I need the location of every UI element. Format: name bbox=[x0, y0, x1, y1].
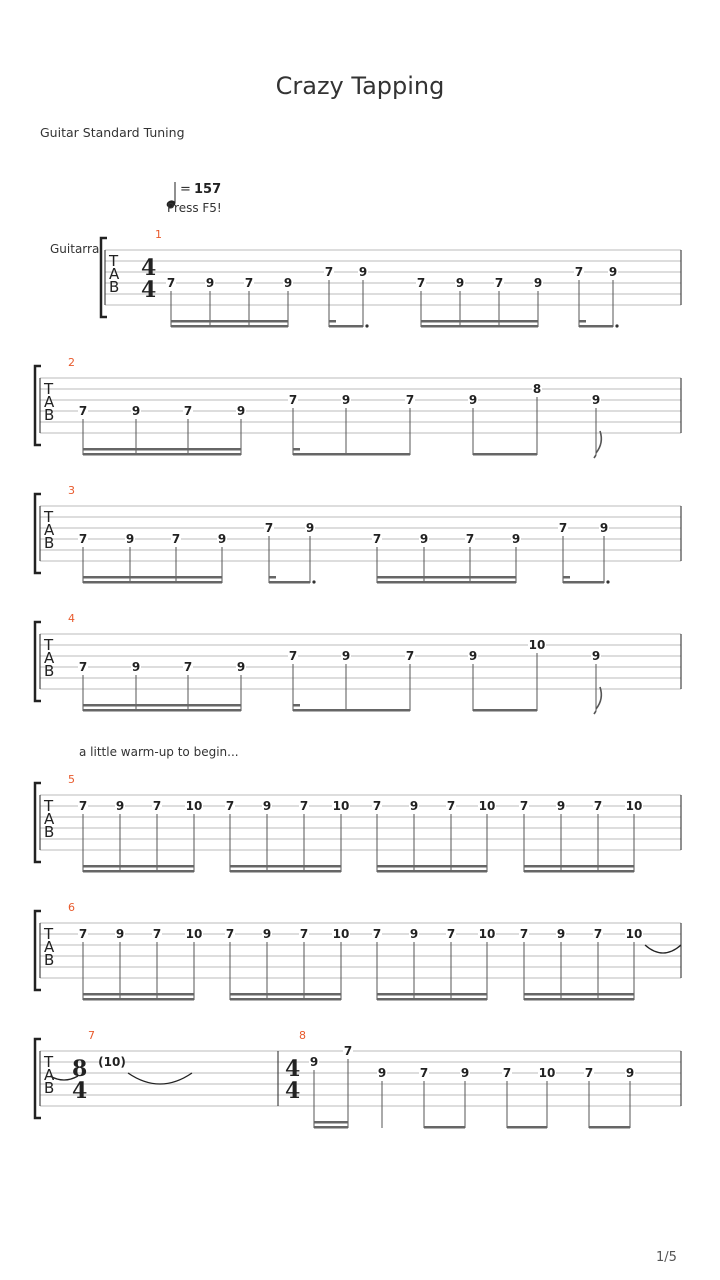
measure-number: 5 bbox=[68, 773, 75, 786]
page-number: 1/5 bbox=[656, 1250, 677, 1265]
time-signature-top: 8 bbox=[72, 1056, 88, 1082]
fret-number: 9 bbox=[305, 521, 315, 535]
fret-number: 7 bbox=[372, 927, 382, 941]
measure-number: 7 bbox=[88, 1029, 95, 1042]
fret-number: 7 bbox=[405, 649, 415, 663]
measure-number: 8 bbox=[299, 1029, 306, 1042]
measure-number: 2 bbox=[68, 356, 75, 369]
fret-number: 9 bbox=[217, 532, 227, 546]
fret-number: 7 bbox=[225, 799, 235, 813]
tab-clef-letter: T bbox=[44, 1053, 54, 1071]
fret-number: 7 bbox=[502, 1066, 512, 1080]
tab-staff bbox=[35, 773, 681, 873]
fret-number: 7 bbox=[446, 927, 456, 941]
tab-staff bbox=[101, 228, 681, 328]
note-flag bbox=[594, 687, 601, 714]
fret-number: 7 bbox=[78, 927, 88, 941]
fret-number: 9 bbox=[262, 799, 272, 813]
fret-number: 9 bbox=[468, 393, 478, 407]
fret-number: 7 bbox=[225, 927, 235, 941]
tab-clef-letter: T bbox=[109, 252, 119, 270]
fret-number: 9 bbox=[409, 799, 419, 813]
tab-staff-continuation bbox=[285, 1029, 635, 1129]
fret-number: 10 bbox=[625, 927, 643, 941]
fret-number: 9 bbox=[309, 1055, 319, 1069]
tie bbox=[645, 945, 681, 953]
fret-number: 7 bbox=[171, 532, 181, 546]
fret-number: 9 bbox=[341, 649, 351, 663]
fret-number: 9 bbox=[341, 393, 351, 407]
fret-number: 7 bbox=[584, 1066, 594, 1080]
fret-number: 7 bbox=[419, 1066, 429, 1080]
tab-staff bbox=[35, 484, 681, 584]
time-signature-bottom: 4 bbox=[141, 277, 157, 303]
fret-number: 7 bbox=[558, 521, 568, 535]
tab-clef-letter: A bbox=[44, 810, 55, 828]
fret-number: 7 bbox=[574, 265, 584, 279]
fret-number: 7 bbox=[372, 799, 382, 813]
fret-number: 10 bbox=[625, 799, 643, 813]
fret-number: 9 bbox=[608, 265, 618, 279]
fret-number: 7 bbox=[416, 276, 426, 290]
fret-number: 9 bbox=[419, 532, 429, 546]
fret-number: 7 bbox=[183, 404, 193, 418]
fret-number: 9 bbox=[556, 927, 566, 941]
tab-clef-letter: B bbox=[44, 823, 55, 841]
fret-number: 10 bbox=[538, 1066, 556, 1080]
tab-clef-letter: A bbox=[44, 393, 55, 411]
tab-clef-letter: T bbox=[44, 925, 54, 943]
fret-number: 7 bbox=[324, 265, 334, 279]
fret-number: 8 bbox=[532, 382, 542, 396]
fret-number: 9 bbox=[591, 649, 601, 663]
fret-number: 9 bbox=[556, 799, 566, 813]
tie bbox=[128, 1073, 192, 1084]
fret-number: 9 bbox=[625, 1066, 635, 1080]
fret-number: 9 bbox=[377, 1066, 387, 1080]
fret-number: 7 bbox=[78, 799, 88, 813]
measure-number: 4 bbox=[68, 612, 75, 625]
fret-number: 9 bbox=[262, 927, 272, 941]
fret-number: 10 bbox=[332, 927, 350, 941]
fret-number: 9 bbox=[358, 265, 368, 279]
fret-number: 9 bbox=[205, 276, 215, 290]
fret-number: 10 bbox=[332, 799, 350, 813]
fret-number: 9 bbox=[125, 532, 135, 546]
fret-number: 9 bbox=[283, 276, 293, 290]
measure-number: 6 bbox=[68, 901, 75, 914]
song-title: Crazy Tapping bbox=[275, 72, 445, 100]
time-signature-bottom: 4 bbox=[72, 1078, 88, 1104]
fret-number: 9 bbox=[131, 660, 141, 674]
fret-number: 7 bbox=[166, 276, 176, 290]
fret-number: 7 bbox=[78, 404, 88, 418]
fret-number: 7 bbox=[446, 799, 456, 813]
fret-number: 9 bbox=[591, 393, 601, 407]
tab-clef-letter: A bbox=[44, 938, 55, 956]
fret-number: 9 bbox=[460, 1066, 470, 1080]
fret-number: 7 bbox=[183, 660, 193, 674]
tab-clef-letter: B bbox=[44, 662, 55, 680]
tab-staff bbox=[35, 356, 681, 458]
fret-number: 7 bbox=[299, 927, 309, 941]
fret-number: 7 bbox=[288, 649, 298, 663]
fret-number: 7 bbox=[343, 1044, 353, 1058]
tab-clef-letter: B bbox=[44, 406, 55, 424]
measure-number: 3 bbox=[68, 484, 75, 497]
press-text: Press F5! bbox=[167, 201, 222, 215]
fret-number: 7 bbox=[264, 521, 274, 535]
fret-number: 9 bbox=[115, 799, 125, 813]
tab-clef-letter: A bbox=[44, 521, 55, 539]
tab-clef-letter: B bbox=[44, 951, 55, 969]
fret-number: 7 bbox=[593, 799, 603, 813]
time-signature-bottom: 4 bbox=[285, 1078, 301, 1104]
tuning-label: Guitar Standard Tuning bbox=[40, 125, 185, 140]
tempo-prefix: = bbox=[180, 182, 191, 197]
tab-clef-letter: A bbox=[109, 265, 120, 283]
fret-number: 9 bbox=[115, 927, 125, 941]
tab-clef-letter: B bbox=[109, 278, 120, 296]
fret-number: 7 bbox=[299, 799, 309, 813]
tab-clef-letter: A bbox=[44, 1066, 55, 1084]
fret-number: 7 bbox=[78, 660, 88, 674]
time-signature-top: 4 bbox=[285, 1056, 301, 1082]
fret-number: 9 bbox=[599, 521, 609, 535]
tab-clef-letter: T bbox=[44, 636, 54, 654]
tab-clef-letter: T bbox=[44, 797, 54, 815]
fret-number: 9 bbox=[131, 404, 141, 418]
fret-number: 7 bbox=[519, 799, 529, 813]
fret-number: 9 bbox=[455, 276, 465, 290]
fret-number: 9 bbox=[236, 660, 246, 674]
tempo-value: 157 bbox=[194, 182, 222, 197]
fret-number: 7 bbox=[244, 276, 254, 290]
fret-number: 7 bbox=[372, 532, 382, 546]
fret-number: 9 bbox=[409, 927, 419, 941]
fret-number: 7 bbox=[152, 927, 162, 941]
fret-number: 9 bbox=[468, 649, 478, 663]
time-signature-top: 4 bbox=[141, 255, 157, 281]
fret-number: 9 bbox=[511, 532, 521, 546]
measure-number: 1 bbox=[155, 228, 162, 241]
tab-clef-letter: A bbox=[44, 649, 55, 667]
fret-number: 7 bbox=[593, 927, 603, 941]
tab-clef-letter: T bbox=[44, 380, 54, 398]
tab-staff bbox=[35, 901, 681, 1001]
fret-number: 10 bbox=[185, 927, 203, 941]
note-flag bbox=[594, 431, 601, 458]
tab-clef-letter: B bbox=[44, 1079, 55, 1097]
fret-number: 7 bbox=[405, 393, 415, 407]
fret-number: 10 bbox=[185, 799, 203, 813]
annotation-text: a little warm-up to begin... bbox=[79, 745, 239, 759]
tab-staff bbox=[35, 612, 681, 714]
tab-clef-letter: T bbox=[44, 508, 54, 526]
fret-number: 10 bbox=[478, 927, 496, 941]
track-name: Guitarra bbox=[50, 242, 100, 256]
tab-clef-letter: B bbox=[44, 534, 55, 552]
fret-number: 7 bbox=[78, 532, 88, 546]
fret-number: 10 bbox=[528, 638, 546, 652]
fret-number: 9 bbox=[236, 404, 246, 418]
fret-number: 7 bbox=[519, 927, 529, 941]
fret-number: 10 bbox=[478, 799, 496, 813]
fret-number: 9 bbox=[533, 276, 543, 290]
fret-number: 7 bbox=[465, 532, 475, 546]
fret-number: 7 bbox=[494, 276, 504, 290]
fret-number: 7 bbox=[288, 393, 298, 407]
fret-number: 7 bbox=[152, 799, 162, 813]
fret-number: (10) bbox=[98, 1055, 126, 1069]
